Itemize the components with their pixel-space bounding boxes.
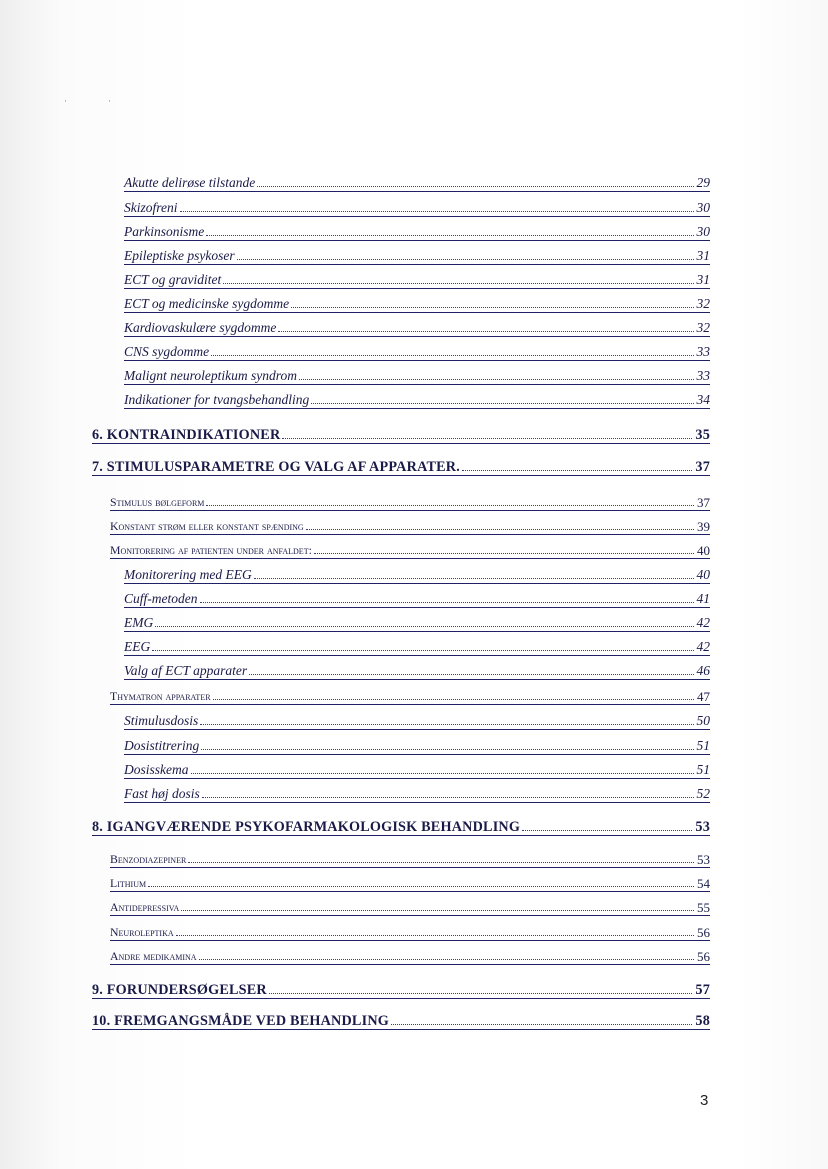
toc-entry-page: 40 [697, 543, 710, 558]
toc-entry-page: 56 [697, 949, 710, 964]
toc-entry-title: Fast høj dosis [124, 786, 200, 801]
toc-entry-page: 30 [696, 200, 710, 215]
toc-entry-title: Konstant strøm eller konstant spænding [110, 519, 304, 534]
toc-entry[interactable] [124, 640, 710, 656]
toc-section-entry[interactable] [110, 690, 710, 705]
toc-chapter-entry[interactable] [92, 460, 710, 476]
toc-leader [278, 331, 693, 332]
toc-chapter-entry[interactable] [92, 983, 710, 999]
toc-entry-page: 56 [697, 925, 710, 940]
toc-leader [180, 211, 694, 212]
toc-section-entry[interactable] [110, 877, 710, 892]
toc-entry[interactable] [124, 297, 710, 313]
toc-section-entry[interactable] [110, 901, 710, 916]
toc-entry-title: Benzodiazepiner [110, 852, 187, 867]
toc-entry-title: Antidepressiva [110, 900, 180, 915]
toc-leader [152, 650, 693, 651]
toc-section-entry[interactable] [110, 853, 710, 868]
toc-leader [206, 505, 694, 506]
toc-entry-page: 33 [696, 344, 710, 359]
toc-section-entry[interactable] [110, 496, 710, 511]
toc-entry-title: Malignt neuroleptikum syndrom [124, 368, 297, 383]
toc-entry-page: 50 [696, 713, 710, 728]
toc-leader [206, 235, 693, 236]
toc-entry[interactable] [124, 225, 710, 241]
toc-entry[interactable] [124, 393, 710, 409]
toc-entry-title: Dosistitrering [124, 738, 200, 753]
toc-leader [254, 578, 694, 579]
toc-entry-page: 29 [696, 175, 710, 190]
page-number: 3 [700, 1092, 709, 1109]
toc-chapter-entry[interactable] [92, 428, 710, 444]
toc-leader [202, 797, 694, 798]
toc-entry-title: ECT og medicinske sygdomme [124, 296, 290, 311]
toc-entry[interactable] [124, 664, 710, 680]
toc-leader [199, 959, 694, 960]
toc-entry-title: CNS sygdomme [124, 344, 210, 359]
toc-section-entry[interactable] [110, 544, 710, 559]
toc-leader [188, 862, 694, 863]
toc-leader [522, 830, 692, 831]
toc-entry-title: 6. KONTRAINDIKATIONER [92, 427, 281, 443]
toc-entry-page: 35 [695, 427, 710, 443]
toc-leader [299, 379, 694, 380]
toc-entry-title: Stimulus bølgeform [110, 495, 205, 510]
toc-leader [200, 724, 693, 725]
toc-entry-page: 46 [696, 663, 710, 678]
toc-chapter-entry[interactable] [92, 820, 710, 836]
toc-entry-page: 41 [696, 591, 710, 606]
toc-entry-page: 32 [696, 296, 710, 311]
toc-entry[interactable] [124, 273, 710, 289]
toc-leader [176, 935, 694, 936]
toc-chapter-entry[interactable] [92, 1014, 710, 1030]
toc-entry-title: Indikationer for tvangsbehandling [124, 392, 310, 407]
toc-entry-title: Neuroleptika [110, 925, 174, 940]
toc-leader [282, 438, 692, 439]
toc-entry[interactable] [124, 787, 710, 803]
toc-entry-page: 53 [697, 852, 710, 867]
toc-entry-page: 58 [695, 1013, 710, 1029]
toc-leader [306, 529, 694, 530]
toc-entry-title: EEG [124, 639, 151, 654]
toc-leader [181, 910, 694, 911]
toc-entry-title: 9. FORUNDERSØGELSER [92, 982, 267, 998]
toc-leader [148, 886, 694, 887]
toc-entry-title: Epileptiske psykoser [124, 248, 235, 263]
toc-entry-page: 31 [696, 272, 710, 287]
toc-entry-title: 7. STIMULUSPARAMETRE OG VALG AF APPARATER. [92, 459, 460, 475]
toc-entry-page: 40 [696, 567, 710, 582]
toc-entry-page: 32 [696, 320, 710, 335]
toc-leader [211, 355, 693, 356]
toc-leader [269, 993, 693, 994]
toc-entry-page: 52 [696, 786, 710, 801]
toc-entry[interactable] [124, 616, 710, 632]
toc-entry-page: 47 [697, 689, 710, 704]
toc-entry-page: 30 [696, 224, 710, 239]
toc-entry-page: 37 [695, 459, 710, 475]
toc-entry-title: Parkinsonisme [124, 224, 205, 239]
toc-entry[interactable] [124, 592, 710, 608]
toc-entry-page: 39 [697, 519, 710, 534]
toc-entry[interactable] [124, 176, 710, 192]
toc-entry[interactable] [124, 763, 710, 779]
toc-entry-title: Skizofreni [124, 200, 178, 215]
toc-entry-title: Thymatron apparater [110, 689, 211, 704]
toc-entry-page: 53 [695, 819, 710, 835]
toc-entry-page: 54 [697, 876, 710, 891]
toc-entry-title: Monitorering med EEG [124, 567, 252, 582]
toc-entry[interactable] [124, 739, 710, 755]
toc-leader [462, 470, 692, 471]
toc-entry[interactable] [124, 369, 710, 385]
toc-entry-title: Akutte delirøse tilstande [124, 175, 256, 190]
toc-leader [237, 259, 694, 260]
toc-section-entry[interactable] [110, 950, 710, 965]
toc-leader [200, 602, 694, 603]
toc-entry-page: 51 [696, 738, 710, 753]
toc-entry-page: 42 [696, 639, 710, 654]
toc-entry-title: EMG [124, 615, 154, 630]
toc-leader [191, 773, 694, 774]
toc-entry-title: Monitorering af patienten under anfaldet: [110, 543, 312, 558]
toc-entry-title: Valg af ECT apparater [124, 663, 248, 678]
toc-section-entry[interactable] [110, 520, 710, 535]
toc-entry-title: 10. FREMGANGSMÅDE VED BEHANDLING [92, 1013, 390, 1029]
toc-entry-page: 55 [697, 900, 710, 915]
toc-entry-title: Lithium [110, 876, 147, 891]
toc-leader [314, 553, 694, 554]
toc-entry-page: 34 [696, 392, 710, 407]
toc-entry-title: ECT og graviditet [124, 272, 222, 287]
toc-entry-title: Dosisskema [124, 762, 189, 777]
toc-leader [155, 626, 693, 627]
toc-leader [223, 283, 693, 284]
toc-leader [213, 699, 694, 700]
toc-entry-page: 37 [697, 495, 710, 510]
toc-entry-page: 51 [696, 762, 710, 777]
toc-leader [311, 403, 693, 404]
toc-entry-title: Andre medikamina [110, 949, 197, 964]
toc-entry-page: 31 [696, 248, 710, 263]
toc-leader [201, 749, 693, 750]
toc-section-entry[interactable] [110, 926, 710, 941]
toc-leader [249, 674, 693, 675]
toc-entry-page: 33 [696, 368, 710, 383]
toc-entry[interactable] [124, 201, 710, 217]
toc-leader [257, 186, 693, 187]
scan-artifact-mark: · [108, 96, 111, 106]
toc-entry[interactable] [124, 345, 710, 361]
toc-entry-title: 8. IGANGVÆRENDE PSYKOFARMAKOLOGISK BEHANDLING [92, 819, 521, 835]
toc-entry-page: 57 [695, 982, 710, 998]
toc-entry-title: Stimulusdosis [124, 713, 199, 728]
toc-entry-title: Cuff-metoden [124, 591, 198, 606]
toc-entry-page: 42 [696, 615, 710, 630]
scan-artifact-mark: · [64, 96, 67, 106]
toc-entry[interactable] [124, 249, 710, 265]
toc-leader [291, 307, 693, 308]
toc-entry[interactable] [124, 714, 710, 730]
toc-entry-title: Kardiovaskulære sygdomme [124, 320, 277, 335]
toc-entry[interactable] [124, 321, 710, 337]
toc-entry[interactable] [124, 568, 710, 584]
toc-leader [391, 1024, 692, 1025]
